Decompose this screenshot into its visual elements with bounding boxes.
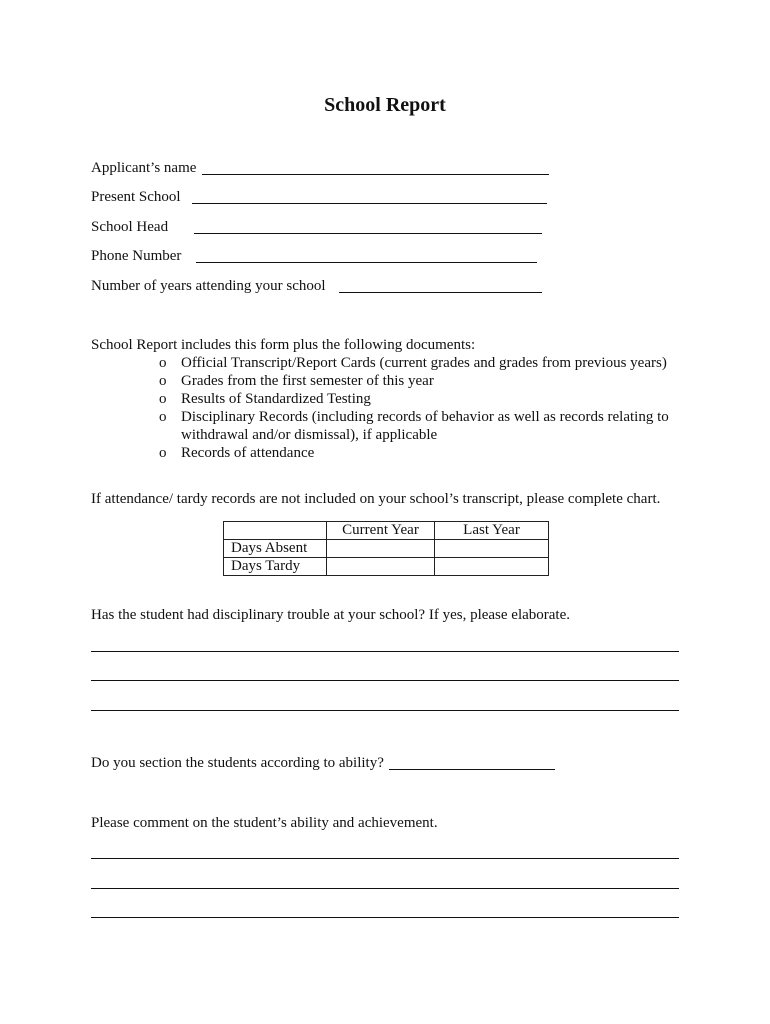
bullet-icon: o bbox=[159, 445, 167, 461]
row-label: Days Absent bbox=[224, 540, 327, 558]
row-label: Days Tardy bbox=[224, 558, 327, 576]
comment-question: Please comment on the student’s ability and achievement. bbox=[91, 815, 438, 831]
table-header-cell: Current Year bbox=[327, 522, 435, 540]
attendance-table bbox=[223, 521, 549, 576]
document-item: Records of attendance bbox=[181, 445, 315, 461]
years-attending-field[interactable] bbox=[339, 292, 542, 293]
document-item: Disciplinary Records (including records of behavior as well as records relating to bbox=[181, 409, 669, 425]
table-row bbox=[224, 558, 549, 576]
school-head-label: School Head bbox=[91, 219, 169, 235]
comment-answer-line[interactable] bbox=[91, 888, 679, 889]
bullet-icon: o bbox=[159, 355, 167, 371]
page-title: School Report bbox=[324, 94, 446, 116]
document-item: Grades from the first semester of this year bbox=[181, 373, 434, 389]
disciplinary-answer-line[interactable] bbox=[91, 651, 679, 652]
comment-answer-line[interactable] bbox=[91, 858, 679, 859]
document-item: Results of Standardized Testing bbox=[181, 391, 371, 407]
bullet-icon: o bbox=[159, 409, 167, 425]
phone-number-field[interactable] bbox=[196, 262, 537, 263]
bullet-icon: o bbox=[159, 373, 167, 389]
disciplinary-question: Has the student had disciplinary trouble at your school? If yes, please elaborate. bbox=[91, 607, 571, 623]
disciplinary-answer-line[interactable] bbox=[91, 710, 679, 711]
days-absent-last-year-cell[interactable] bbox=[435, 540, 549, 558]
table-header-row bbox=[224, 522, 549, 540]
bullet-icon: o bbox=[159, 391, 167, 407]
applicant-name-field[interactable] bbox=[202, 174, 549, 175]
table-header-cell bbox=[224, 522, 327, 540]
documents-intro: School Report includes this form plus the following documents: bbox=[91, 337, 476, 353]
ability-section-answer-field[interactable] bbox=[389, 769, 555, 770]
comment-answer-line[interactable] bbox=[91, 917, 679, 918]
attendance-instruction: If attendance/ tardy records are not included on your school’s transcript, please complete chart. bbox=[91, 491, 661, 507]
school-head-field[interactable] bbox=[194, 233, 542, 234]
present-school-field[interactable] bbox=[192, 203, 547, 204]
present-school-label: Present School bbox=[91, 189, 181, 205]
days-absent-current-year-cell[interactable] bbox=[327, 540, 435, 558]
days-tardy-current-year-cell[interactable] bbox=[327, 558, 435, 576]
table-row bbox=[224, 540, 549, 558]
years-attending-label: Number of years attending your school bbox=[91, 278, 326, 294]
table-header-cell: Last Year bbox=[435, 522, 549, 540]
phone-number-label: Phone Number bbox=[91, 248, 182, 264]
document-item: Official Transcript/Report Cards (current grades and grades from previous years) bbox=[181, 355, 667, 371]
applicant-name-label: Applicant’s name bbox=[91, 160, 197, 176]
ability-section-question: Do you section the students according to ability? bbox=[91, 755, 384, 771]
disciplinary-answer-line[interactable] bbox=[91, 680, 679, 681]
days-tardy-last-year-cell[interactable] bbox=[435, 558, 549, 576]
document-item-continued: withdrawal and/or dismissal), if applicable bbox=[181, 427, 438, 443]
